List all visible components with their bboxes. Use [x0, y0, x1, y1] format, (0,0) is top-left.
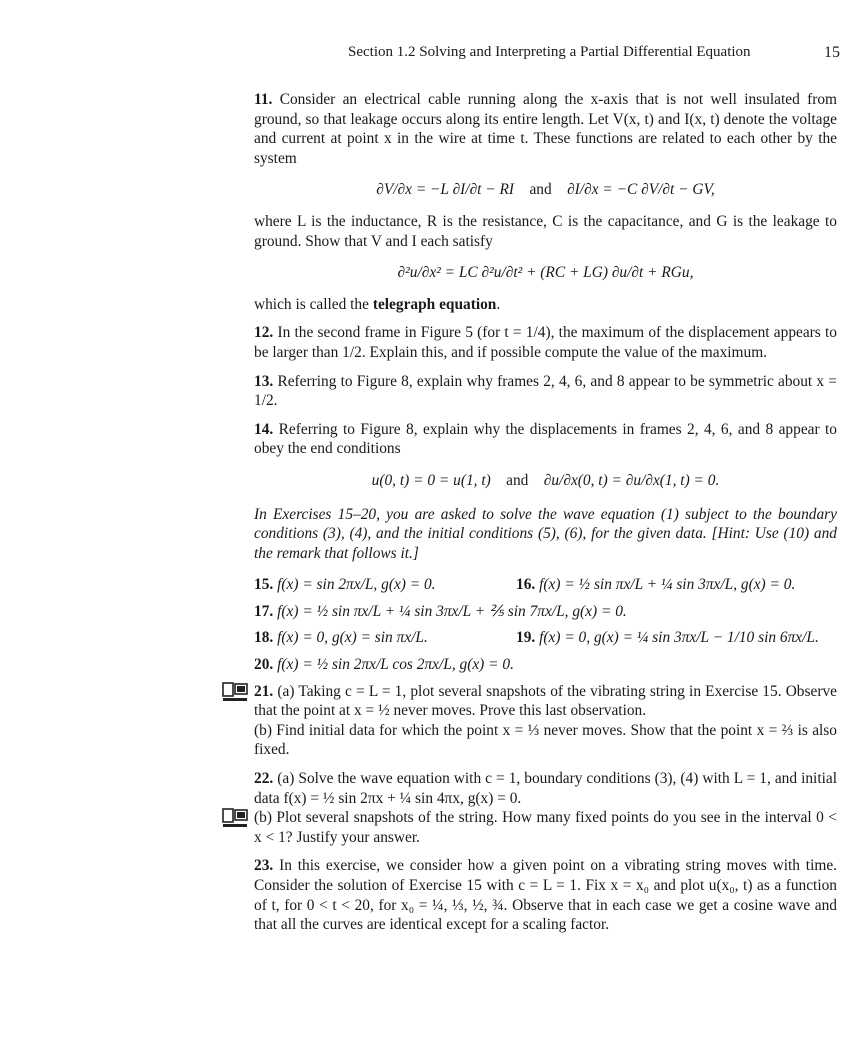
exercise-19 — [516, 628, 837, 648]
equation-and: and — [529, 181, 552, 199]
exercise-text: Consider an electrical cable running along the x-axis that is not well insulated from ground, so that leakage occurs along its entire length. Let V(x, t) and I(x, t) denote the voltage and current at point x in the wire at time t. These functions are related to each other by the system — [254, 91, 837, 167]
exercise-row-15-16 — [254, 575, 837, 595]
exercise-text: f(x) = 0, g(x) = ¼ sin 3πx/L − 1/10 sin 6πx/L. — [539, 629, 819, 647]
exercise-20 — [254, 655, 514, 675]
section-title: Section 1.2 Solving and Interpreting a Partial Differential Equation — [348, 44, 751, 60]
exercise-number: 16. — [516, 576, 536, 594]
running-header — [348, 44, 840, 61]
exercise-text: f(x) = ½ sin 2πx/L cos 2πx/L, g(x) = 0. — [277, 656, 514, 674]
equation-right: ∂I/∂x = −C ∂V/∂t − GV, — [567, 181, 715, 199]
computer-icon — [222, 682, 248, 702]
computer-icon — [222, 808, 248, 828]
exercise-11-continued — [254, 212, 837, 251]
exercise-21 — [254, 682, 837, 760]
exercise-text: Referring to Figure 8, explain why the displacements in frames 2, 4, 6, and 8 appear to obey the end conditions — [254, 420, 837, 458]
exercise-21-part-a — [254, 682, 837, 721]
exercise-13 — [254, 372, 837, 411]
end-conditions-equation — [254, 471, 837, 491]
closing-period: . — [496, 295, 501, 313]
exercise-11 — [254, 90, 837, 168]
exercise-row-18-19 — [254, 628, 837, 648]
equation-left: u(0, t) = 0 = u(1, t) — [371, 471, 491, 489]
telegraph-term: telegraph equation — [372, 295, 497, 313]
exercise-text: f(x) = ½ sin πx/L + ¼ sin 3πx/L + ⅖ sin 7πx/L, g(x) = 0. — [277, 602, 627, 620]
exercise-number: 19. — [516, 629, 536, 647]
exercise-number: 14. — [254, 420, 274, 438]
exercise-22-part-a — [254, 769, 837, 808]
exercise-21-part-b: (b) Find initial data for which the point x = ⅓ never moves. Show that the point x = ⅔ is also fixed. — [254, 721, 837, 759]
exercise-number: 18. — [254, 629, 274, 647]
exercise-number: 21. — [254, 682, 274, 700]
exercise-number: 11. — [254, 91, 273, 108]
exercise-18 — [254, 628, 516, 648]
exercise-number: 20. — [254, 656, 274, 674]
exercise-number: 15. — [254, 576, 274, 594]
exercise-number: 23. — [254, 857, 274, 875]
exercise-text: (a) Taking c = L = 1, plot several snapshots of the vibrating string in Exercise 15. Observe that the point at x = ½ never moves. Prove this last observation. — [254, 682, 837, 720]
equation-and: and — [506, 471, 529, 489]
exercise-row-20 — [254, 655, 837, 675]
equation-left: ∂V/∂x = −L ∂I/∂t − RI — [376, 181, 515, 199]
exercise-number: 17. — [254, 602, 274, 620]
cable-equations — [254, 180, 837, 200]
exercise-number: 12. — [254, 324, 274, 342]
exercise-text: where L is the inductance, R is the resistance, C is the capacitance, and G is the leakage to ground. Show that V and I each satisfy — [254, 212, 837, 250]
closing-text: which is called the — [254, 295, 373, 313]
exercises-15-20-intro: In Exercises 15–20, you are asked to solve the wave equation (1) subject to the boundary conditions (3), (4), and the initial conditions (5), (6), for the given data. [Hint: Use (10) and the remark that follows it.] — [254, 505, 837, 562]
exercise-15 — [254, 575, 516, 595]
exercise-text: f(x) = sin 2πx/L, g(x) = 0. — [277, 576, 436, 594]
exercise-23 — [254, 856, 837, 934]
page-number: 15 — [824, 44, 840, 61]
exercise-text: f(x) = ½ sin πx/L + ¼ sin 3πx/L, g(x) = 0. — [539, 576, 796, 594]
exercise-22-part-b: (b) Plot several snapshots of the string. How many fixed points do you see in the interval 0 < x < 1? Justify your answer. — [254, 809, 837, 846]
exercise-text: In this exercise, we consider how a given point on a vibrating string moves with time. Consider the solution of Exercise 15 with c = L = 1. Fix x = x₀ and plot u(x₀, t) as a function of t, for 0 < t < 20, for x₀ = ¼, ⅓, ½, ¾. Observe that in each case we get a cosine wave and that all the curves are identical except for a scaling factor. — [254, 857, 837, 934]
exercise-14 — [254, 420, 837, 459]
exercise-22-part-b-wrap — [254, 808, 837, 847]
exercise-number: 22. — [254, 770, 274, 788]
exercise-text: Referring to Figure 8, explain why frames 2, 4, 6, and 8 appear to be symmetric about x = 1/2. — [254, 372, 837, 410]
equation-right: ∂u/∂x(0, t) = ∂u/∂x(1, t) = 0. — [543, 471, 720, 489]
exercise-12 — [254, 323, 837, 362]
exercise-17 — [254, 602, 627, 622]
exercise-text: (a) Solve the wave equation with c = 1, boundary conditions (3), (4) with L = 1, and initial data f(x) = ½ sin 2πx + ¼ sin 4πx, g(x) = 0. — [254, 770, 837, 807]
exercise-16 — [516, 575, 837, 595]
exercise-22 — [254, 769, 837, 847]
exercise-number: 13. — [254, 372, 274, 390]
equation: ∂²u/∂x² = LC ∂²u/∂t² + (RC + LG) ∂u/∂t + RGu, — [397, 264, 694, 282]
telegraph-equation-formula — [254, 263, 837, 283]
exercise-text: In the second frame in Figure 5 (for t = 1/4), the maximum of the displacement appears to be larger than 1/2. Explain this, and if possible compute the value of the maximum. — [254, 324, 837, 361]
exercise-row-17 — [254, 602, 837, 622]
exercise-text: f(x) = 0, g(x) = sin πx/L. — [277, 629, 428, 647]
exercise-list — [254, 90, 837, 944]
exercise-11-closing — [254, 295, 837, 315]
